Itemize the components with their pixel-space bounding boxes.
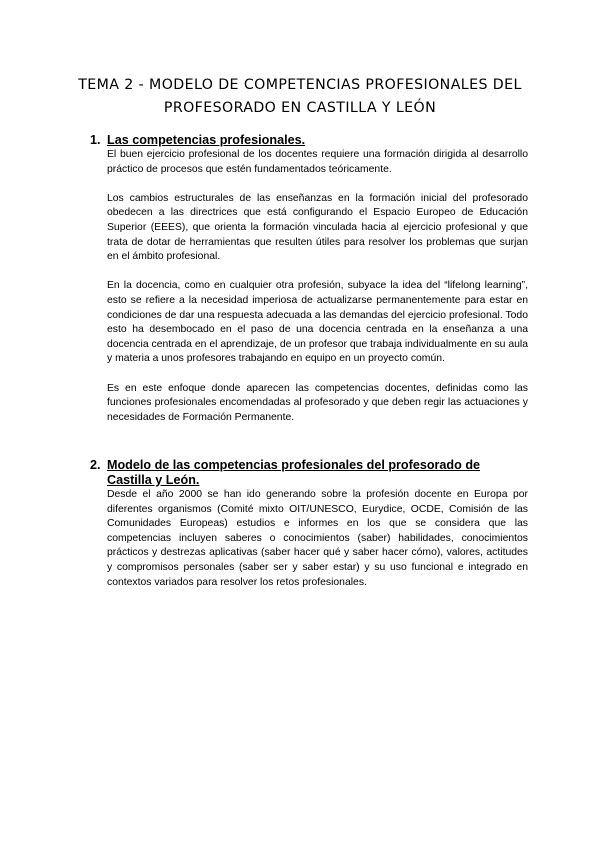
paragraph: El buen ejercicio profesional de los docentes requiere una formación dirigida al desarrollo práctico de procesos que estén fundamentados teóricamente.: [107, 149, 528, 175]
section-number: 2.: [90, 458, 101, 472]
section-title: Las competencias profesionales.: [107, 133, 306, 147]
page-title: [60, 74, 540, 120]
section-2-heading: [90, 458, 528, 488]
section-1-heading: [90, 133, 528, 148]
title-line-2: PROFESORADO EN CASTILLA Y LEÓN: [163, 100, 437, 116]
section-title: Modelo de las competencias profesionales del profesorado de Castilla y León.: [107, 458, 481, 487]
section-1: [90, 133, 528, 425]
paragraph: Desde el año 2000 se han ido generando sobre la profesión docente en Europa por diferentes organismos (Comité mixto OIT/UNESCO, Eurydice, OCDE, Comisión de las Comunidades Europeas) estudios e informes en los que se considera que las competencias incluyen saberes o conocimientos (saber) habilidades, conocimientos prácticos y destrezas aplicativas (saber hacer qué y saber hacer cómo), valores, actitudes y compromisos personales (saber ser y saber estar) y su uso funcional e integrado en contextos variados para resolver los retos profesionales.: [107, 489, 528, 588]
paragraph: En la docencia, como en cualquier otra profesión, subyace la idea del “lifelong learning”, esto se refiere a la necesidad imperiosa de actualizarse permanentemente para estar en condiciones de dar una respuesta adecuada a las demandas del ejercicio profesional. Todo esto ha desembocado en el paso de una docencia centrada en la enseñanza a una docencia centrada en el aprendizaje, de un profesor que trabaja individualmente en su aula y materia a unos profesores trabajando en equipo en un proyecto común.: [107, 280, 528, 365]
paragraph: Los cambios estructurales de las enseñanzas en la formación inicial del profesorado obedecen a las directrices que está configurando el Espacio Europeo de Educación Superior (EEES), que orienta la formación vinculada hacia al ejercicio profesional y que trata de dotar de herramientas que resulten útiles para resolver los problemas que surjan en el ámbito profesional.: [107, 192, 528, 263]
section-2: [90, 458, 528, 590]
paragraph: Es en este enfoque donde aparecen las competencias docentes, definidas como las funciones profesionales encomendadas al profesorado y que deben regir las actuaciones y necesidades de Formación Permanente.: [107, 382, 528, 423]
section-number: 1.: [90, 133, 101, 147]
title-line-1: TEMA 2 - MODELO DE COMPETENCIAS PROFESIONALES DEL: [78, 77, 522, 93]
